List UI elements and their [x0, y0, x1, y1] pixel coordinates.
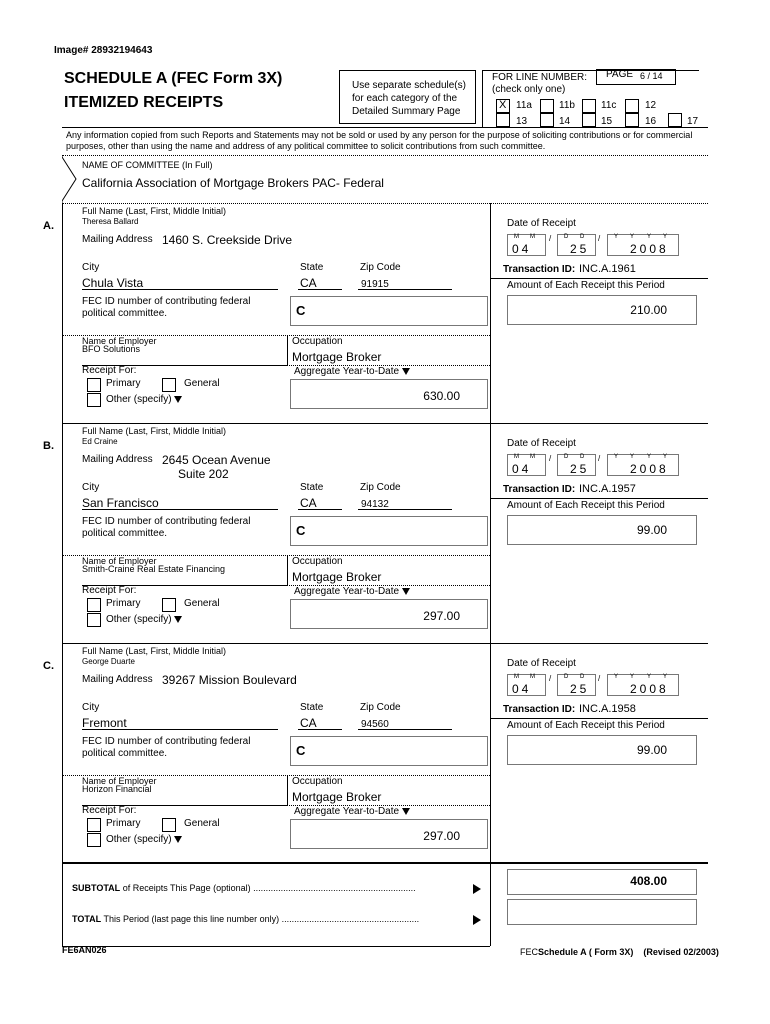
divider — [298, 289, 342, 290]
subtotal-rest: of Receipts This Page (optional) ................................................................. — [122, 883, 416, 893]
checkbox-13[interactable] — [496, 113, 510, 127]
footer-code: FE6AN026 — [62, 945, 107, 955]
day-hint: D — [564, 234, 569, 240]
address-line1-b: 2645 Ocean Avenue — [162, 453, 271, 467]
other-checkbox[interactable] — [87, 393, 101, 407]
checkbox-11a-mark: X — [499, 99, 507, 111]
month-value-a: 04 — [512, 242, 532, 256]
footer-fec: FEC — [520, 947, 538, 957]
full-name-label: Full Name (Last, First, Middle Initial) — [82, 426, 227, 436]
day-hint: D — [564, 674, 569, 680]
year-value-c: 2008 — [630, 682, 669, 696]
triangle-down-icon — [174, 396, 182, 403]
transaction-id-b: INC.A.1957 — [579, 483, 636, 495]
year-hint: Y — [663, 454, 668, 460]
year-hint: Y — [630, 234, 635, 240]
line-13-label: 13 — [516, 116, 528, 127]
line-11b-label: 11b — [559, 100, 575, 111]
year-hint: Y — [647, 234, 652, 240]
divider — [62, 862, 63, 946]
divider — [490, 423, 491, 643]
subtotal-label — [72, 883, 416, 893]
date-slash: / — [549, 234, 552, 243]
line-14-label: 14 — [559, 116, 571, 127]
zip-value-c: 94560 — [361, 719, 389, 730]
year-value-a: 2008 — [630, 242, 669, 256]
divider — [490, 278, 708, 279]
day-hint: D — [580, 234, 585, 240]
year-hint: Y — [614, 674, 619, 680]
occupation-label: Occupation — [292, 556, 343, 567]
occupation-label: Occupation — [292, 336, 343, 347]
fec-id-prefix: C — [296, 523, 306, 538]
month-hint: M — [530, 234, 535, 240]
transaction-label: Transaction ID: — [503, 704, 576, 715]
day-hint: D — [580, 454, 585, 460]
state-label: State — [300, 702, 324, 713]
month-hint: M — [530, 454, 535, 460]
footer-form-id — [520, 947, 719, 957]
divider — [82, 729, 278, 730]
receipt-for-label: Receipt For: — [82, 365, 137, 376]
checkbox-15[interactable] — [582, 113, 596, 127]
divider — [490, 643, 491, 863]
full-name-label: Full Name (Last, First, Middle Initial) — [82, 646, 227, 656]
contributor-name-b: Ed Craine — [82, 437, 118, 446]
city-value-a: Chula Vista — [82, 276, 144, 290]
notice-text: Any information copied from such Reports and Statements may not be sold or used by any person for the purpose of soliciting contributions or for commercial purposes, other than using the name and address of any political committee to solicit contributions from such committee. — [66, 130, 693, 151]
divider — [298, 729, 342, 730]
date-receipt-label: Date of Receipt — [507, 438, 576, 449]
footer-schedule: Schedule A ( Form 3X) — [538, 947, 634, 957]
aggregate-label — [294, 366, 410, 377]
fec-id-label: FEC ID number of contributing federal political committee. — [82, 296, 251, 319]
checkbox-12[interactable] — [625, 99, 639, 113]
address-line1-a: 1460 S. Creekside Drive — [162, 233, 293, 247]
divider — [287, 555, 288, 585]
mailing-label: Mailing Address — [82, 454, 153, 465]
page-label: PAGE — [606, 69, 634, 80]
other-label — [106, 614, 182, 625]
date-slash: / — [598, 454, 601, 463]
committee-bracket-shape — [62, 155, 80, 203]
line-15-label: 15 — [601, 116, 613, 127]
divider — [82, 509, 278, 510]
aggregate-text: Aggregate Year-to-Date — [294, 586, 400, 597]
transaction-id-a: INC.A.1961 — [579, 263, 636, 275]
aggregate-text: Aggregate Year-to-Date — [294, 806, 400, 817]
other-checkbox[interactable] — [87, 613, 101, 627]
occupation-value-a: Mortgage Broker — [292, 350, 382, 364]
date-slash: / — [598, 234, 601, 243]
employer-value-a: BFO Solutions — [82, 344, 141, 354]
receipt-for-label: Receipt For: — [82, 585, 137, 596]
amount-value-c: 99.00 — [636, 743, 667, 757]
aggregate-value-c: 297.00 — [423, 829, 460, 843]
arrow-right-icon — [473, 915, 481, 925]
primary-label: Primary — [106, 818, 141, 829]
schedule-title: SCHEDULE A (FEC Form 3X) — [64, 70, 283, 87]
year-hint: Y — [647, 674, 652, 680]
fec-id-label: FEC ID number of contributing federal political committee. — [82, 736, 251, 759]
zip-value-b: 94132 — [361, 499, 389, 510]
divider — [358, 509, 452, 510]
year-value-b: 2008 — [630, 462, 669, 476]
aggregate-value-b: 297.00 — [423, 609, 460, 623]
employer-label: Name of Employer — [82, 556, 157, 566]
other-label — [106, 834, 182, 845]
other-text: Other (specify) — [106, 834, 172, 845]
checkbox-17[interactable] — [668, 113, 682, 127]
entry-letter: C. — [43, 660, 54, 672]
total-bold: TOTAL — [72, 914, 102, 924]
divider — [62, 423, 63, 643]
divider — [490, 718, 708, 719]
occupation-value-b: Mortgage Broker — [292, 570, 382, 584]
divider — [62, 862, 708, 863]
divider — [62, 863, 708, 864]
other-text: Other (specify) — [106, 394, 172, 405]
triangle-down-icon — [402, 808, 410, 815]
employer-value-b: Smith-Craine Real Estate Financing — [82, 564, 226, 574]
month-hint: M — [530, 674, 535, 680]
date-slash: / — [549, 454, 552, 463]
primary-label: Primary — [106, 378, 141, 389]
triangle-down-icon — [402, 368, 410, 375]
page-number: 6 / 14 — [640, 71, 663, 81]
committee-label: NAME OF COMMITTEE (In Full) — [82, 160, 213, 170]
month-value-b: 04 — [512, 462, 532, 476]
entry-letter: A. — [43, 220, 54, 232]
day-hint: D — [564, 454, 569, 460]
city-label: City — [82, 262, 100, 273]
aggregate-label — [294, 586, 410, 597]
triangle-down-icon — [402, 588, 410, 595]
subtotal-value: 408.00 — [630, 874, 667, 888]
zip-label: Zip Code — [360, 262, 401, 273]
general-label: General — [184, 818, 220, 829]
year-hint: Y — [630, 674, 635, 680]
checkbox-11b[interactable] — [540, 99, 554, 113]
fec-id-field[interactable] — [290, 736, 488, 766]
amount-label: Amount of Each Receipt this Period — [507, 720, 665, 731]
divider — [82, 289, 278, 290]
fec-id-field[interactable] — [290, 516, 488, 546]
check-one-label: (check only one) — [492, 84, 566, 95]
city-value-c: Fremont — [82, 716, 127, 730]
entry-letter: B. — [43, 440, 54, 452]
checkbox-11c[interactable] — [582, 99, 596, 113]
triangle-down-icon — [174, 836, 182, 843]
general-label: General — [184, 598, 220, 609]
divider — [62, 643, 708, 644]
divider — [490, 498, 708, 499]
general-label: General — [184, 378, 220, 389]
amount-label: Amount of Each Receipt this Period — [507, 500, 665, 511]
contributor-name-a: Theresa Ballard — [82, 217, 139, 226]
general-checkbox[interactable] — [162, 598, 176, 612]
image-id: Image# 28932194643 — [54, 45, 153, 56]
checkbox-11a[interactable] — [496, 99, 510, 113]
primary-checkbox[interactable] — [87, 378, 101, 392]
line-11c-label: 11c — [601, 100, 617, 111]
checkbox-14[interactable] — [540, 113, 554, 127]
committee-name: California Association of Mortgage Brokers PAC- Federal — [82, 176, 384, 190]
aggregate-label — [294, 806, 410, 817]
divider — [358, 289, 452, 290]
divider — [62, 203, 63, 423]
day-value-b: 25 — [570, 462, 590, 476]
occupation-value-c: Mortgage Broker — [292, 790, 382, 804]
divider — [62, 203, 708, 204]
year-hint: Y — [663, 234, 668, 240]
contributor-name-c: George Duarte — [82, 657, 135, 666]
state-value-a: CA — [300, 276, 317, 290]
employer-label: Name of Employer — [82, 336, 157, 346]
fec-id-prefix: C — [296, 303, 306, 318]
employer-label: Name of Employer — [82, 776, 157, 786]
year-hint: Y — [614, 454, 619, 460]
day-value-c: 25 — [570, 682, 590, 696]
triangle-down-icon — [174, 616, 182, 623]
divider — [62, 127, 708, 128]
divider — [62, 643, 63, 863]
use-separate-text: Use separate schedule(s) for each category of the Detailed Summary Page — [352, 80, 466, 117]
day-value-a: 25 — [570, 242, 590, 256]
general-checkbox[interactable] — [162, 818, 176, 832]
city-value-b: San Francisco — [82, 496, 159, 510]
fec-id-prefix: C — [296, 743, 306, 758]
state-value-c: CA — [300, 716, 317, 730]
divider — [490, 203, 491, 423]
year-hint: Y — [647, 454, 652, 460]
date-receipt-label: Date of Receipt — [507, 658, 576, 669]
fec-id-label: FEC ID number of contributing federal political committee. — [82, 516, 251, 539]
state-label: State — [300, 482, 324, 493]
divider — [62, 946, 490, 947]
zip-label: Zip Code — [360, 482, 401, 493]
date-receipt-label: Date of Receipt — [507, 218, 576, 229]
schedule-subtitle: ITEMIZED RECEIPTS — [64, 94, 224, 111]
arrow-right-icon — [473, 884, 481, 894]
transaction-id-c: INC.A.1958 — [579, 703, 636, 715]
footer-revision: (Revised 02/2003) — [643, 947, 719, 957]
amount-value-a: 210.00 — [630, 303, 667, 317]
address-line1-c: 39267 Mission Boulevard — [162, 673, 297, 687]
year-hint: Y — [614, 234, 619, 240]
city-label: City — [82, 702, 100, 713]
line-number-label: FOR LINE NUMBER: — [492, 72, 588, 83]
fec-id-field[interactable] — [290, 296, 488, 326]
year-hint: Y — [663, 674, 668, 680]
divider — [287, 335, 288, 365]
occupation-label: Occupation — [292, 776, 343, 787]
month-hint: M — [514, 674, 519, 680]
other-checkbox[interactable] — [87, 833, 101, 847]
transaction-label: Transaction ID: — [503, 484, 576, 495]
total-rest: This Period (last page this line number only) ....................................................... — [103, 914, 420, 924]
receipt-for-label: Receipt For: — [82, 805, 137, 816]
line-16-label: 16 — [645, 116, 657, 127]
address-line2-b: Suite 202 — [178, 467, 229, 481]
day-hint: D — [580, 674, 585, 680]
zip-value-a: 91915 — [361, 279, 389, 290]
divider — [62, 423, 708, 424]
zip-label: Zip Code — [360, 702, 401, 713]
aggregate-value-a: 630.00 — [423, 389, 460, 403]
month-value-c: 04 — [512, 682, 532, 696]
total-field[interactable] — [507, 899, 697, 925]
line-12-label: 12 — [645, 100, 657, 111]
amount-value-b: 99.00 — [636, 523, 667, 537]
subtotal-bold: SUBTOTAL — [72, 883, 121, 893]
general-checkbox[interactable] — [162, 378, 176, 392]
transaction-label: Transaction ID: — [503, 264, 576, 275]
state-label: State — [300, 262, 324, 273]
month-hint: M — [514, 234, 519, 240]
divider — [358, 729, 452, 730]
line-17-label: 17 — [687, 116, 699, 127]
employer-value-c: Horizon Financial — [82, 784, 152, 794]
primary-checkbox[interactable] — [87, 598, 101, 612]
date-slash: / — [549, 674, 552, 683]
checkbox-16[interactable] — [625, 113, 639, 127]
primary-checkbox[interactable] — [87, 818, 101, 832]
mailing-label: Mailing Address — [82, 234, 153, 245]
aggregate-text: Aggregate Year-to-Date — [294, 366, 400, 377]
amount-label: Amount of Each Receipt this Period — [507, 280, 665, 291]
divider — [298, 509, 342, 510]
divider — [62, 155, 708, 156]
year-hint: Y — [630, 454, 635, 460]
city-label: City — [82, 482, 100, 493]
full-name-label: Full Name (Last, First, Middle Initial) — [82, 206, 227, 216]
divider — [287, 775, 288, 805]
date-slash: / — [598, 674, 601, 683]
mailing-label: Mailing Address — [82, 674, 153, 685]
divider — [490, 862, 491, 946]
state-value-b: CA — [300, 496, 317, 510]
other-text: Other (specify) — [106, 614, 172, 625]
month-hint: M — [514, 454, 519, 460]
line-11a-label: 11a — [516, 100, 532, 111]
primary-label: Primary — [106, 598, 141, 609]
other-label — [106, 394, 182, 405]
total-label — [72, 914, 419, 924]
